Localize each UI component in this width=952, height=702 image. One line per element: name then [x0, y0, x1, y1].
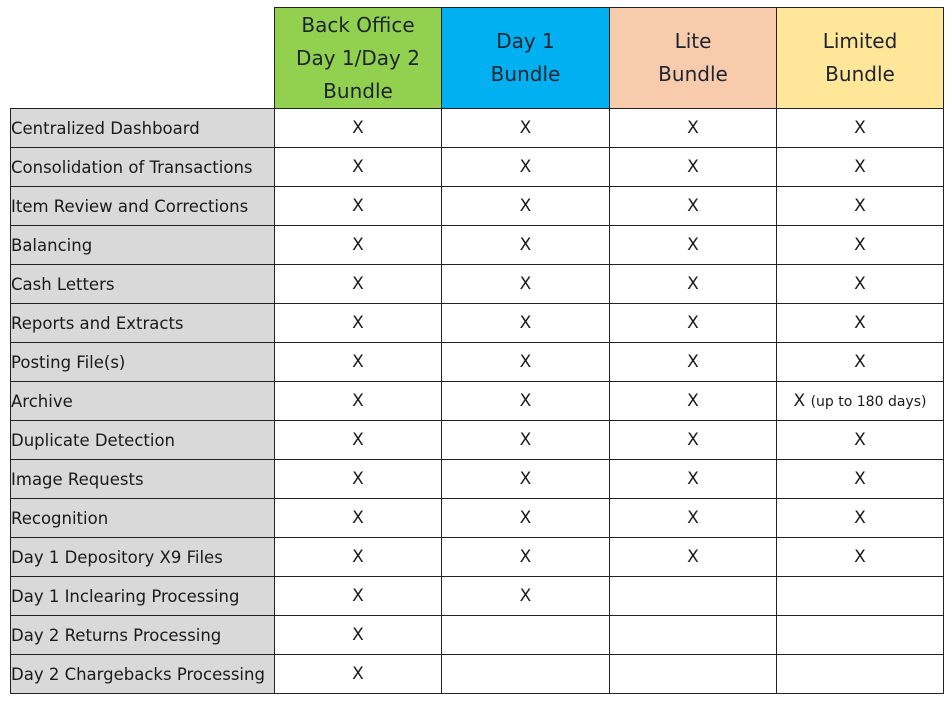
feature-label: Day 2 Returns Processing — [11, 616, 275, 655]
mark-cell-lite — [610, 343, 777, 382]
check-mark: X — [352, 157, 364, 177]
feature-label: Image Requests — [11, 460, 275, 499]
feature-label: Centralized Dashboard — [11, 109, 275, 148]
check-mark: X — [352, 352, 364, 372]
mark-cell-day1 — [442, 109, 610, 148]
corner-cell — [11, 8, 275, 109]
mark-cell-lite — [610, 226, 777, 265]
mark-cell-back-office — [275, 382, 442, 421]
check-mark: X — [352, 664, 364, 684]
mark-cell-limited — [777, 265, 944, 304]
mark-cell-limited — [777, 538, 944, 577]
check-mark: X — [519, 508, 532, 528]
feature-label: Day 2 Chargebacks Processing — [11, 655, 275, 694]
feature-label: Cash Letters — [11, 265, 275, 304]
check-mark: X — [687, 313, 699, 333]
mark-cell-back-office — [275, 226, 442, 265]
check-mark: X — [793, 391, 806, 411]
check-mark: X — [352, 313, 364, 333]
check-mark: X — [854, 547, 866, 567]
check-mark: X — [687, 547, 699, 567]
check-mark: X — [352, 274, 364, 294]
mark-cell-lite — [610, 304, 777, 343]
table-row — [11, 304, 944, 343]
mark-cell-lite — [610, 265, 777, 304]
mark-cell-limited — [777, 148, 944, 187]
mark-cell-day1 — [442, 538, 610, 577]
mark-cell-day1 — [442, 265, 610, 304]
mark-cell-lite — [610, 655, 777, 694]
bundle-header-lite: Lite Bundle — [610, 8, 777, 109]
table-row — [11, 538, 944, 577]
feature-label: Balancing — [11, 226, 275, 265]
check-mark: X — [519, 118, 532, 138]
mark-cell-back-office — [275, 655, 442, 694]
mark-cell-limited — [777, 460, 944, 499]
table-row — [11, 109, 944, 148]
check-mark: X — [352, 391, 364, 411]
mark-cell-day1 — [442, 460, 610, 499]
check-mark: X — [519, 469, 532, 489]
table-row — [11, 226, 944, 265]
mark-cell-day1 — [442, 382, 610, 421]
check-mark: X — [519, 274, 532, 294]
mark-cell-day1 — [442, 226, 610, 265]
mark-cell-lite — [610, 109, 777, 148]
mark-cell-day1 — [442, 148, 610, 187]
mark-cell-limited — [777, 109, 944, 148]
check-mark: X — [352, 586, 364, 606]
feature-label: Archive — [11, 382, 275, 421]
mark-cell-lite — [610, 616, 777, 655]
check-mark: X — [352, 118, 364, 138]
mark-cell-back-office — [275, 148, 442, 187]
mark-cell-day1 — [442, 421, 610, 460]
mark-cell-lite — [610, 577, 777, 616]
check-mark: X — [519, 586, 532, 606]
mark-cell-day1 — [442, 343, 610, 382]
mark-cell-limited — [777, 382, 944, 421]
check-mark: X — [352, 547, 364, 567]
check-mark: X — [519, 313, 532, 333]
table-row — [11, 148, 944, 187]
mark-cell-limited — [777, 577, 944, 616]
check-mark: X — [687, 469, 699, 489]
bundle-header-back-office: Back Office Day 1/Day 2 Bundle — [275, 8, 442, 109]
mark-cell-back-office — [275, 187, 442, 226]
feature-label: Item Review and Corrections — [11, 187, 275, 226]
mark-cell-day1 — [442, 499, 610, 538]
table-row — [11, 499, 944, 538]
check-mark: X — [854, 313, 866, 333]
check-mark: X — [519, 196, 532, 216]
mark-cell-limited — [777, 499, 944, 538]
feature-label: Day 1 Inclearing Processing — [11, 577, 275, 616]
mark-cell-back-office — [275, 499, 442, 538]
table-row — [11, 265, 944, 304]
check-mark: X — [854, 274, 866, 294]
check-mark: X — [687, 391, 699, 411]
check-mark: X — [854, 235, 866, 255]
mark-cell-limited — [777, 655, 944, 694]
mark-cell-lite — [610, 382, 777, 421]
mark-cell-lite — [610, 538, 777, 577]
feature-label: Consolidation of Transactions — [11, 148, 275, 187]
mark-cell-limited — [777, 616, 944, 655]
check-mark: X — [519, 547, 532, 567]
header-row — [11, 8, 944, 109]
check-mark: X — [352, 469, 364, 489]
check-mark: X — [687, 196, 699, 216]
check-mark: X — [687, 118, 699, 138]
mark-cell-day1 — [442, 616, 610, 655]
check-mark: X — [854, 352, 866, 372]
mark-cell-back-office — [275, 460, 442, 499]
feature-label: Day 1 Depository X9 Files — [11, 538, 275, 577]
check-mark: X — [352, 430, 364, 450]
mark-cell-lite — [610, 187, 777, 226]
check-mark: X — [687, 157, 699, 177]
mark-cell-back-office — [275, 538, 442, 577]
mark-cell-back-office — [275, 577, 442, 616]
mark-cell-back-office — [275, 304, 442, 343]
check-mark: X — [519, 391, 532, 411]
table-row — [11, 616, 944, 655]
bundle-header-limited: Limited Bundle — [777, 8, 944, 109]
table-row — [11, 382, 944, 421]
mark-cell-back-office — [275, 109, 442, 148]
table-row — [11, 421, 944, 460]
table-row — [11, 577, 944, 616]
check-mark: X — [854, 430, 866, 450]
mark-cell-lite — [610, 421, 777, 460]
mark-cell-back-office — [275, 421, 442, 460]
check-mark: X — [687, 508, 699, 528]
feature-label: Reports and Extracts — [11, 304, 275, 343]
check-mark: X — [687, 274, 699, 294]
check-mark: X — [519, 430, 532, 450]
check-mark: X — [854, 196, 866, 216]
check-mark: X — [519, 352, 532, 372]
mark-cell-back-office — [275, 343, 442, 382]
bundle-comparison-table — [10, 7, 944, 694]
mark-cell-limited — [777, 421, 944, 460]
check-mark: X — [854, 508, 866, 528]
mark-cell-day1 — [442, 304, 610, 343]
table-row — [11, 460, 944, 499]
check-mark: X — [352, 508, 364, 528]
mark-cell-back-office — [275, 616, 442, 655]
mark-cell-limited — [777, 343, 944, 382]
feature-label: Duplicate Detection — [11, 421, 275, 460]
mark-cell-limited — [777, 226, 944, 265]
mark-cell-back-office — [275, 265, 442, 304]
mark-cell-limited — [777, 304, 944, 343]
check-mark: X — [854, 469, 866, 489]
check-mark: X — [854, 157, 866, 177]
check-mark: X — [519, 235, 532, 255]
feature-label: Recognition — [11, 499, 275, 538]
mark-cell-day1 — [442, 187, 610, 226]
check-mark: X — [687, 235, 699, 255]
mark-note: (up to 180 days) — [810, 394, 927, 410]
check-mark: X — [687, 430, 699, 450]
check-mark: X — [352, 625, 364, 645]
check-mark: X — [854, 118, 866, 138]
mark-cell-lite — [610, 148, 777, 187]
mark-cell-lite — [610, 499, 777, 538]
feature-label: Posting File(s) — [11, 343, 275, 382]
mark-cell-lite — [610, 460, 777, 499]
table-row — [11, 343, 944, 382]
check-mark: X — [352, 235, 364, 255]
check-mark: X — [519, 157, 532, 177]
check-mark: X — [352, 196, 364, 216]
table-row — [11, 187, 944, 226]
table-row — [11, 655, 944, 694]
feature-rows — [11, 109, 944, 694]
check-mark: X — [687, 352, 699, 372]
mark-cell-limited — [777, 187, 944, 226]
mark-cell-day1 — [442, 655, 610, 694]
mark-cell-day1 — [442, 577, 610, 616]
bundle-header-day1: Day 1 Bundle — [442, 8, 610, 109]
